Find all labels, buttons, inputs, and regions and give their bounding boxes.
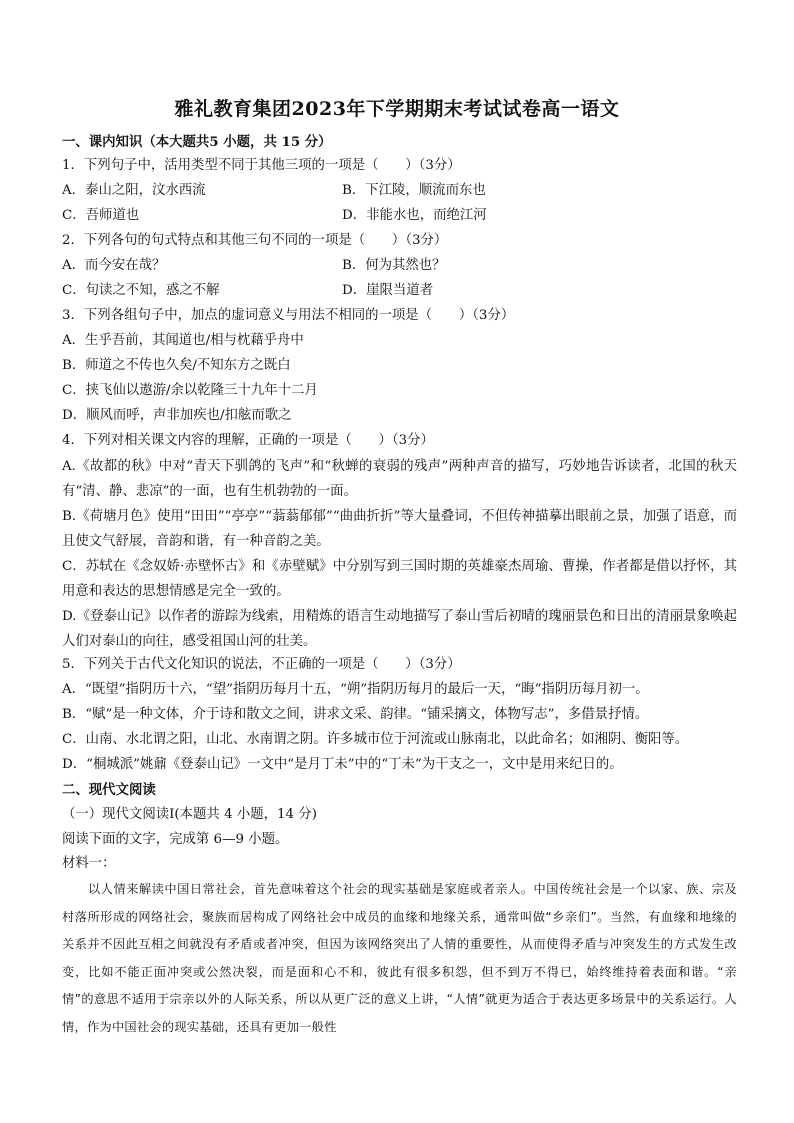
q4-stem: 4．下列对相关课文内容的理解，正确的一项是（ ）（3分）	[62, 433, 434, 448]
section-2-sub-heading: （一）现代文阅读Ⅰ(本题共 4 小题，14 分)	[62, 807, 317, 822]
q3-option-a: A．生乎吾前，其闻道也/相与枕藉乎舟中	[62, 333, 304, 348]
q2-stem: 2．下列各句的句式特点和其他三句不同的一项是（ ）（3分）	[62, 233, 448, 248]
q5-stem: 5．下列关于古代文化知识的说法，不正确的一项是（ ）（3分）	[62, 657, 461, 672]
q2-option-c: C．句读之不知，惑之不解	[62, 283, 220, 298]
material-label: 材料一：	[62, 856, 116, 871]
q4-option-a: A.《故都的秋》中对“青天下驯鸽的飞声”和“秋蝉的衰弱的残声”两种声音的描写，巧妙地告诉读者，北国的秋天有“清、静、悲凉”的一面，也有生机勃勃的一面。	[62, 459, 737, 499]
q3-option-c: C．挟飞仙以遨游/余以乾隆三十九年十二月	[62, 383, 318, 398]
material-text: 以人情来解读中国日常社会，首先意味着这个社会的现实基础是家庭或者亲人。中国传统社会是一个以家、族、宗及村落所形成的网络社会，聚族而居构成了网络社会中成员的血缘和地缘关系，通常叫做“乡亲们”。当然，有血缘和地缘的关系并不因此互相之间就没有矛盾或者冲突，但因为该网络突出了人情的重要性，从而使得矛盾与冲突发生的方式发生改变，比如不能正面冲突或公然决裂，而是面和心不和，彼此有很多积怨，但不到万不得已，始终维持着表面和谐。“亲情”的意思不适用于宗亲以外的人际关系，所以从更广泛的意义上讲，“人情”就更为适合于表达更多场景中的关系运行。人情，作为中国社会的现实基础，还具有更加一般性	[62, 882, 737, 1034]
q2-option-b: B．何为其然也？	[342, 258, 446, 273]
q5-option-a: A．“既望”指阴历十六，“望”指阴历每月十五，“朔”指阴历每月的最后一天，“晦”指阴历每月初一。	[62, 682, 649, 697]
q5-option-b: B．“赋”是一种文体，介于诗和散文之间，讲求文采、韵律。“铺采摛文，体物写志”，多借景抒情。	[62, 707, 649, 722]
section-2-heading: 二、现代文阅读	[62, 782, 156, 798]
q3-stem: 3．下列各组句子中，加点的虚词意义与用法不相同的一项是（ ）（3分）	[62, 308, 515, 323]
q2-option-a: A．而今安在哉？	[62, 258, 166, 273]
q4-option-c: C．苏轼在《念奴娇·赤壁怀古》和《赤壁赋》中分别写到三国时期的英雄豪杰周瑜、曹操，作者都是借以抒怀，其用意和表达的思想情感是完全一致的。	[62, 559, 737, 599]
q1-option-a: A．泰山之阳，汶水西流	[62, 183, 206, 198]
q4-option-d: D.《登泰山记》以作者的游踪为线索，用精炼的语言生动地描写了泰山雪后初晴的瑰丽景色和日出的清丽景象唤起人们对泰山的向往，感受祖国山河的壮美。	[62, 609, 737, 649]
reading-instruction: 阅读下面的文字，完成第 6—9 小题。	[62, 832, 289, 847]
q1-option-b: B．下江陵，顺流而东也	[342, 183, 486, 198]
q5-option-d: D．“桐城派”姚鼐《登泰山记》一文中“是月丁未”中的“丁未”为干支之一，文中是用来纪日的。	[62, 757, 623, 772]
q5-option-c: C．山南、水北谓之阳，山北、水南谓之阴。许多城市位于河流或山脉南北，以此命名；如湘阴、衡阳等。	[62, 732, 689, 747]
q2-option-d: D．崖限当道者	[342, 283, 434, 298]
section-1-heading: 一、课内知识（本大题共5 小题，共 15 分）	[62, 134, 332, 150]
q4-option-b: B.《荷塘月色》使用“田田”“亭亭”“蓊蓊郁郁”“曲曲折折”等大量叠词，不但传神描摹出眼前之景，加强了语意，而且使文气舒展，音韵和谐，有一种音韵之美。	[62, 509, 737, 549]
q1-option-d: D．非能水也，而绝江河	[342, 208, 487, 223]
q3-option-b: B．师道之不传也久矣/不知东方之既白	[62, 358, 291, 373]
q1-option-c: C．吾师道也	[62, 208, 140, 223]
page-title: 雅礼教育集团2023年下学期期末考试试卷高一语文	[174, 98, 620, 120]
q3-option-d: D．顺风而呼，声非加疾也/扣舷而歌之	[62, 408, 292, 423]
q1-stem: 1．下列句子中，活用类型不同于其他三项的一项是（ ）（3分）	[62, 158, 461, 173]
